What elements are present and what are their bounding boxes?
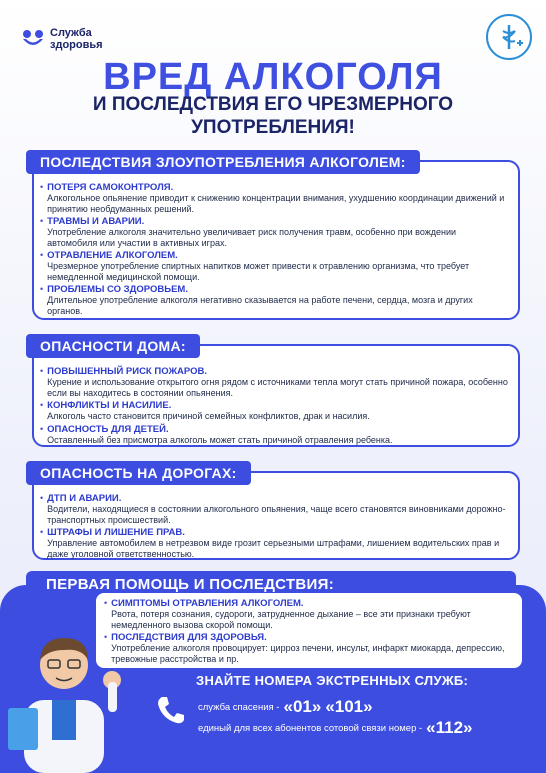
list-item: • ОПАСНОСТЬ ДЛЯ ДЕТЕЙ. Оставленный без присмотра алкоголь может стать причиной отравления ребенка. [40,423,393,445]
medical-emblem-icon [486,14,532,60]
doctor-illustration-icon [4,620,124,773]
rescue-number-1: «01» [283,697,322,716]
section-abuse-consequences [32,160,520,320]
rescue-label: служба спасения - [198,701,280,713]
list-item: • ПОСЛЕДСТВИЯ ДЛЯ ЗДОРОВЬЯ. Употребление алкоголя провоцирует: цирроз печени, инсульт, инфаркт миокарда, депрессию, тревожные расстройства и пр. [104,632,505,664]
emergency-title: ЗНАЙТЕ НОМЕРА ЭКСТРЕННЫХ СЛУЖБ: [196,673,469,688]
section-heading: ОПАСНОСТИ ДОМА: [26,334,200,358]
heart-icon [22,29,44,49]
section-home-dangers [32,344,520,447]
first-aid-panel [96,593,522,668]
mobile-number: «112» [426,718,473,737]
mobile-line [198,718,473,738]
list-item: • КОНФЛИКТЫ И НАСИЛИЕ. Алкоголь часто становится причиной семейных конфликтов, драк и насилия. [40,400,370,421]
list-item: • ПОТЕРЯ САМОКОНТРОЛЯ. Алкогольное опьянение приводит к снижению концентрации внимания, ухудшению координации движений и принятию необдуманных решений. [40,182,505,214]
page-title: ВРЕД АЛКОГОЛЯ [103,56,443,98]
page-subtitle: И ПОСЛЕДСТВИЯ ЕГО ЧРЕЗМЕРНОГО УПОТРЕБЛЕНИЯ! [92,94,454,138]
brand-line2: здоровья [50,39,103,51]
brand-logo [22,27,103,51]
list-item: • ПРОБЛЕМЫ СО ЗДОРОВЬЕМ. Длительное употребление алкоголя негативно сказывается на работе печени, сердца, мозга и других органов. [40,284,473,316]
section-heading: ПОСЛЕДСТВИЯ ЗЛОУПОТРЕБЛЕНИЯ АЛКОГОЛЕМ: [26,150,420,174]
brand-line1: Служба [50,27,92,39]
list-item: • ОТРАВЛЕНИЕ АЛКОГОЛЕМ. Чрезмерное употребление спиртных напитков может привести к отравлению организма, что требует немедленной медицинской помощи. [40,250,470,282]
rescue-number-2: «101» [325,697,373,716]
list-item: • ТРАВМЫ И АВАРИИ. Употребление алкоголя значительно увеличивает риск получения травм, особенно при вождении автомобиля или участии в активных играх. [40,216,457,248]
rescue-line [198,697,373,717]
section-heading: ОПАСНОСТЬ НА ДОРОГАХ: [26,461,251,485]
list-item: • ПОВЫШЕННЫЙ РИСК ПОЖАРОВ. Курение и использование открытого огня рядом с источниками тепла могут стать причиной пожара, особенно если вы находитесь в состоянии опьянения. [40,366,508,398]
first-aid-heading: ПЕРВАЯ ПОМОЩЬ И ПОСЛЕДСТВИЯ: [26,571,516,597]
list-item: • ШТРАФЫ И ЛИШЕНИЕ ПРАВ. Управление автомобилем в нетрезвом виде грозит серьезными штрафами, лишением водительских прав и даже уголовной ответственностью. [40,527,500,559]
phone-icon [154,693,188,727]
mobile-label: единый для всех абонентов сотовой связи номер - [198,722,423,734]
list-item: • ДТП И АВАРИИ. Водители, находящиеся в состоянии алкогольного опьянения, чаще всего становятся виновниками дорожно-транспортных происшествий. [40,493,506,525]
list-item: • СИМПТОМЫ ОТРАВЛЕНИЯ АЛКОГОЛЕМ. Рвота, потеря сознания, судороги, затрудненное дыхание – все эти признаки требуют немедленного вызова скорой помощи. [104,598,471,630]
